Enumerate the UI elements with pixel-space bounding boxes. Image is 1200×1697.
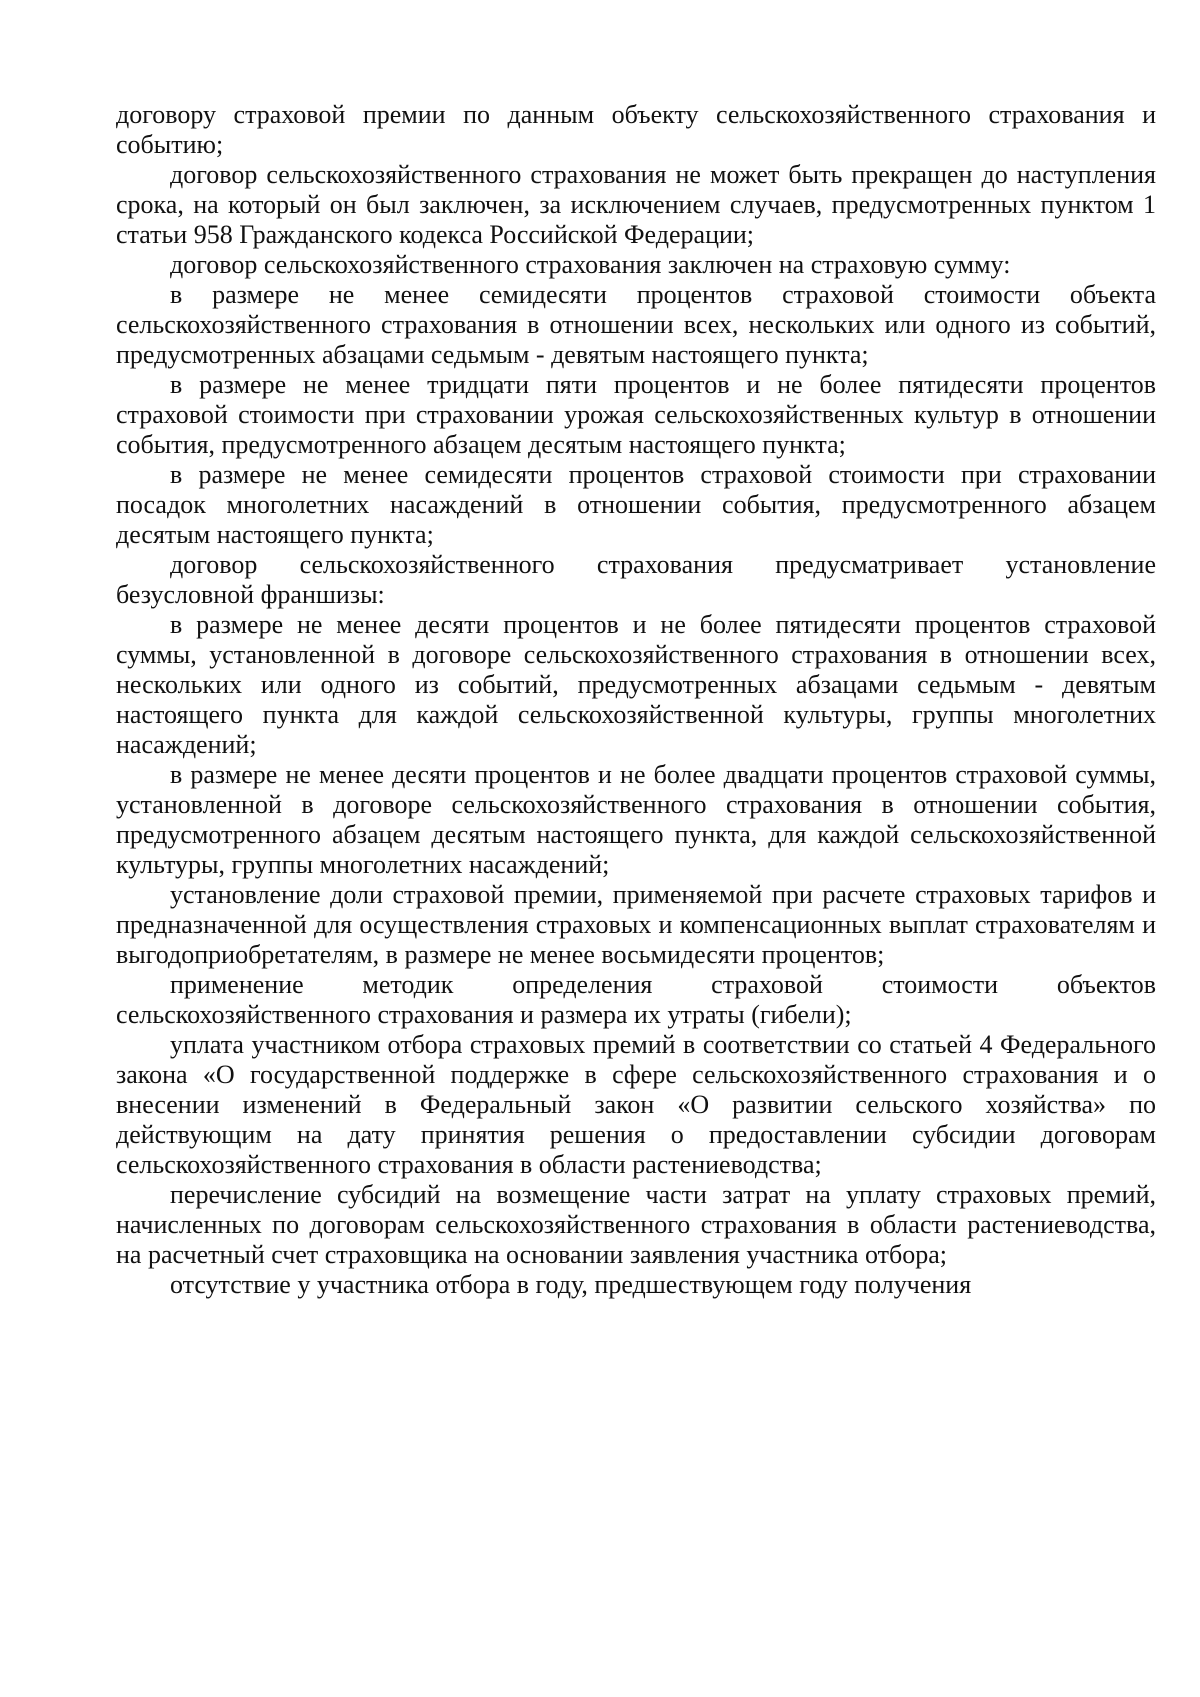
paragraph: договор сельскохозяйственного страхования заключен на страховую сумму: (170, 250, 1011, 279)
paragraph: перечисление субсидий на возмещение части затрат на уплату страховых премий, начисленных по договорам сельскохозяйственного страхования в области растениеводства, на расчетный счет страховщика на основании заявления участника отбора; (116, 1180, 1156, 1269)
paragraph: установление доли страховой премии, применяемой при расчете страховых тарифов и предназначенной для осуществления страховых и компенсационных выплат страхователям и выгодоприобретателям, в размере не менее восьмидесяти процентов; (116, 880, 1156, 969)
paragraph: в размере не менее семидесяти процентов страховой стоимости объекта сельскохозяйственного страхования в отношении всех, нескольких или одного из событий, предусмотренных абзацами седьмым - девятым настоящего пункта; (116, 280, 1156, 369)
paragraph: в размере не менее тридцати пяти процентов и не более пятидесяти процентов страховой стоимости при страховании урожая сельскохозяйственных культур в отношении события, предусмотренного абзацем десятым настоящего пункта; (116, 370, 1156, 459)
document-body (116, 100, 1156, 1300)
paragraph: уплата участником отбора страховых премий в соответствии со статьей 4 Федерального закона «О государственной поддержке в сфере сельскохозяйственного страхования и о внесении изменений в Федеральный закон «О развитии сельского хозяйства» по действующим на дату принятия решения о предоставлении субсидии договорам сельскохозяйственного страхования в области растениеводства; (116, 1030, 1156, 1179)
paragraph: в размере не менее десяти процентов и не более пятидесяти процентов страховой суммы, установленной в договоре сельскохозяйственного страхования в отношении всех, нескольких или одного из событий, предусмотренных абзацами седьмым - девятым настоящего пункта для каждой сельскохозяйственной культуры, группы многолетних насаждений; (116, 610, 1156, 759)
paragraph: договор сельскохозяйственного страхования не может быть прекращен до наступления срока, на который он был заключен, за исключением случаев, предусмотренных пунктом 1 статьи 958 Гражданского кодекса Российской Федерации; (116, 160, 1156, 249)
paragraph: в размере не менее десяти процентов и не более двадцати процентов страховой суммы, установленной в договоре сельскохозяйственного страхования в отношении события, предусмотренного абзацем десятым настоящего пункта, для каждой сельскохозяйственной культуры, группы многолетних насаждений; (116, 760, 1156, 879)
paragraph: в размере не менее семидесяти процентов страховой стоимости при страховании посадок многолетних насаждений в отношении события, предусмотренного абзацем десятым настоящего пункта; (116, 460, 1156, 549)
paragraph: отсутствие у участника отбора в году, предшествующем году получения (170, 1270, 972, 1299)
paragraph: применение методик определения страховой стоимости объектов сельскохозяйственного страхования и размера их утраты (гибели); (116, 970, 1156, 1029)
paragraph: договору страховой премии по данным объекту сельскохозяйственного страхования и событию; (116, 100, 1156, 159)
paragraph: договор сельскохозяйственного страхования предусматривает установление безусловной франшизы: (116, 550, 1156, 609)
